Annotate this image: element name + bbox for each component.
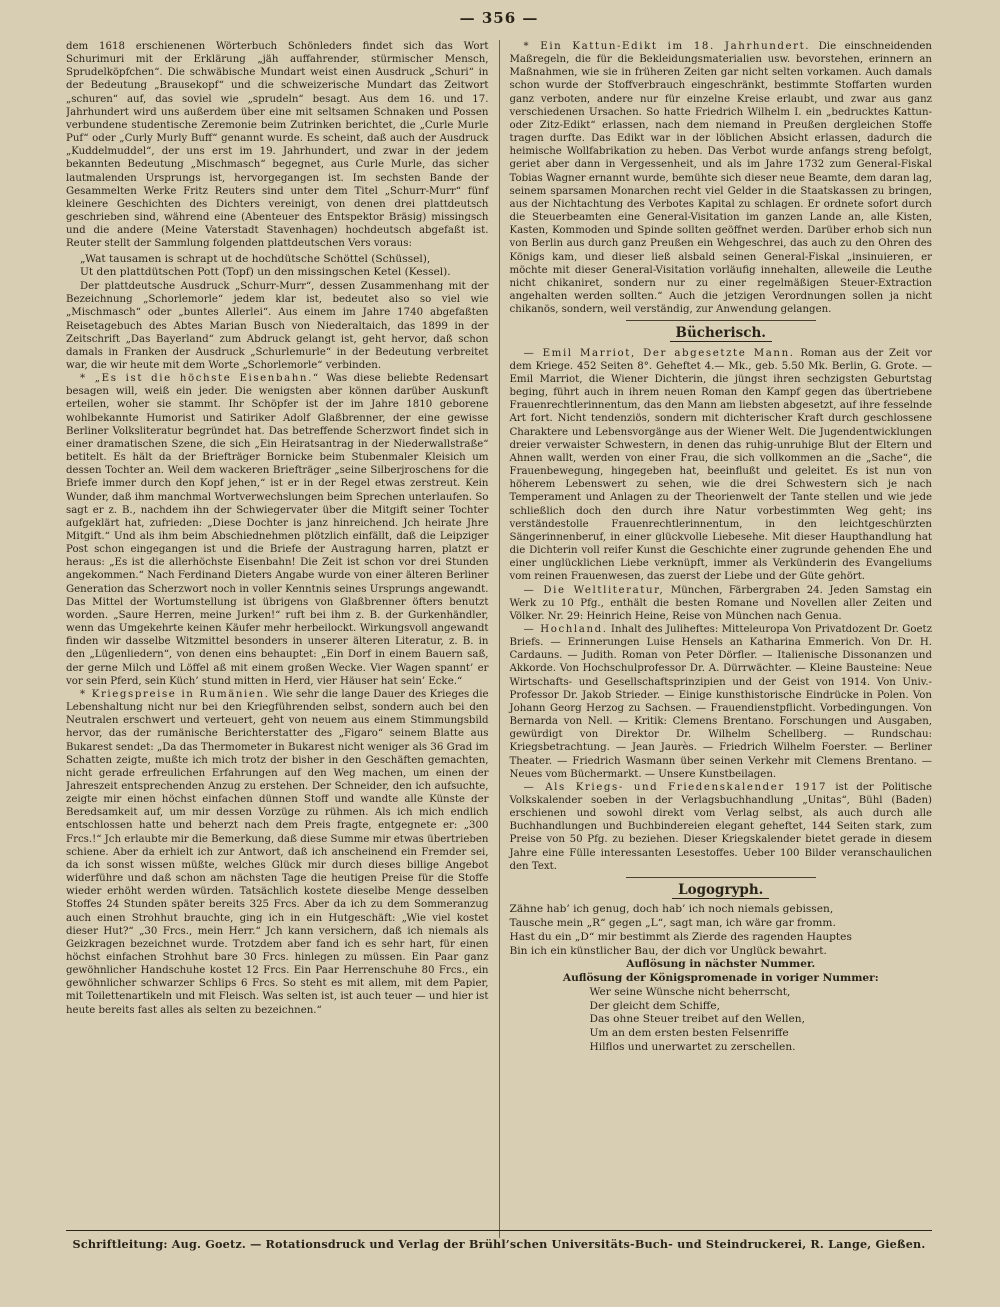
logogryph-riddle (510, 903, 933, 1054)
book-review-weltliteratur (510, 584, 933, 623)
imprint-footer: Schriftleitung: Aug. Goetz. — Rotationsdruck und Verlag der Brühl’schen Universitäts-Buch- und Steindruckerei, R. Lange, Gießen. (66, 1230, 932, 1251)
article-schurimuri: dem 1618 erschienenen Wörterbuch Schönleders findet sich das Wort Schurimuri mit der Erklärung „jäh auffahrender, stürmischer Mensch, Sprudelköpfchen“. Die schwäbische Mundart weist einen Ausdruck „Schuri“ in der Bedeutung „Brausekopf“ und die schweizerische Mundart das Zeitwort „schuren“ auf, das soviel wie „sprudeln“ besagt. Aus dem 16. und 17. Jahrhundert wird uns außerdem über eine mit seltsamen Schnaken und Possen verbundene studentische Zeremonie beim Zutrinken berichtet, die „Curle Murle Puf“ oder „Curly Murly Buff“ genannt wurde. Es scheint, daß auch der Ausdruck „Kuddelmuddel“, der uns erst im 19. Jahrhundert, und zwar in der jedem bekannten Bedeutung „Mischmasch“ begegnet, aus Curle Murle, das sicher lautmalenden Ursprungs ist, hervorgegangen ist. Im sechsten Bande der Gesammelten Werke Fritz Reuters sind unter dem Titel „Schurr-Murr“ fünf kleinere Geschichten des Dichters vereinigt, von denen drei plattdeutsch geschrieben sind, während eine (Abenteuer des Entspektor Bräsig) missingsch und die andere (Meine Vaterstadt Stavenhagen) hochdeutsch abgefaßt ist. Reuter stellt der Sammlung folgenden plattdeutschen Vers voraus: (66, 41, 489, 250)
review-text: München, Färbergraben 24. Jeden Samstag ein Werk zu 10 Pfg., enthält die besten Romane und Novellen aller Zeiten und Völker. Nr. 29: Heinrich Heine, Reise von München nach Genua. (509, 584, 932, 622)
riddle-line: Bin ich ein künstlicher Bau, der dich vor Unglück bewahrt. (509, 944, 827, 957)
verse-line: Ut den plattdütschen Pott (Topf) un den missingschen Ketel (Kessel). (80, 266, 451, 279)
book-review-marriot (510, 347, 933, 584)
reuter-verse (66, 253, 489, 281)
verse-line: „Wat tausamen is schrapt ut de hochdütsche Schöttel (Schüssel), (80, 252, 431, 265)
article-heading: * Kriegspreise in Rumänien. (80, 688, 270, 700)
solution-line: Das ohne Steuer treibet auf den Wellen, (589, 1013, 805, 1026)
article-heading: * Ein Kattun-Edikt im 18. Jahrhundert. (523, 41, 811, 52)
riddle-line: Hast du ein „D“ mir bestimmt als Zierde des ragenden Hauptes (509, 930, 852, 943)
section-title-logogryph (510, 882, 933, 899)
left-column (66, 40, 500, 1238)
article-text: Wie sehr die lange Dauer des Krieges die Lebenshaltung nicht nur bei den Kriegführenden selbst, sondern auch bei den Neutralen erschwert und verteuert, geht von neuem aus einem Stimmungsbild hervor, das der rumänische Berichterstatter des „Figaro“ seinem Blatte aus Bukarest sendet: „Da das Thermometer in Bukarest nicht weniger als 36 Grad im Schatten zeigte, mußte ich mich trotz der bisher in den Geschäften gemachten, nicht gerade erfreulichen Erfahrungen auf den Weg machen, um einen der Jahreszeit entsprechenden Anzug zu erstehen. Der Schneider, den ich aufsuchte, zeigte mir einen höchst einfachen dünnen Stoff und wandte alle Künste der Beredsamkeit auf, um mir dessen Vorzüge zu rühmen. Als ich mich endlich entschlossen hatte und beherzt nach dem Preis fragte, entgegnete er: „300 Frcs.!“ Jch erlaubte mir die Bemerkung, daß diese Summe mir etwas übertrieben schiene. Aber da erhielt ich zur Antwort, daß ich anscheinend ein Fremder sei, da ich sonst wissen müßte, welches Glück mir durch dieses billige Angebot widerführe und daß schon am nächsten Tage die heutigen Preise für die Stoffe wieder erhöht werden würden. Tatsächlich kostete dieselbe Menge desselben Stoffes 24 Stunden später bereits 325 Frcs. Aber da ich zu dem Sommeranzug auch einen Strohhut brauchte, ging ich in ein Hutgeschäft: „Wie viel kostet dieser Hut?“ „30 Frcs., mein Herr.“ Jch kann versichern, daß ich niemals als Geizkragen bezeichnet wurde. Trotzdem aber fand ich es sehr hart, für einen höchst einfachen Strohhut bare 30 Frcs. hinlegen zu müssen. Ein Paar ganz gewöhnlicher Handschuhe kostet 12 Frcs. Ein Paar Herrenschuhe 80 Frcs., ein gewöhnlicher schwarzer Schlips 6 Frcs. So steht es mit allem, mit dem Papier, mit Toilettenartikeln und mit Fleisch. Was selten ist, ist auch teuer — und hier ist heute bereits fast alles als selten zu bezeichnen.“ (66, 688, 489, 1016)
two-column-body (66, 40, 932, 1238)
section-title-text: Logogryph. (672, 882, 769, 899)
article-text: Die einschneidenden Maßregeln, die für die Bekleidungsmaterialien usw. bevorstehen, erinnern an Maßnahmen, wie sie in früheren Zeiten gar nicht selten vorkamen. Auch damals schon wurde der Stoffverbrauch eingeschränkt, bestimmte Stoffarten wurden ganz verboten, andere nur für einzelne Kreise erlaubt, und zwar aus ganz verschiedenen Ursachen. So hatte Friedrich Wilhelm I. ein „bedrucktes Kattun- oder Zitz-Edikt“ erlassen, nach dem niemand in Preußen dergleichen Stoffe tragen durfte. Das Edikt war in der löblichen Absicht erlassen, dadurch die heimische Wollfabrikation zu heben. Das Verbot wurde anfangs streng befolgt, geriet aber dann in Vergessenheit, und als im Jahre 1732 zum General-Fiskal Tobias Wagner ernannt wurde, bemühte sich dieser neue Beamte, dem daran lag, seinem sparsamen Monarchen recht viel Gelder in die Staatskassen zu bringen, aus der Nichtachtung des Verbotes Kapital zu schlagen. Er ordnete sofort durch die Steuerbeamten eine General-Visitation im ganzen Lande an, alle Kisten, Kasten, Kommoden und Spinde sollten geöffnet werden. Darüber erhob sich nun von Berlin aus durch ganz Preußen ein Wehgeschrei, das auch zu den Ohren des Königs kam, und dieser ließ alsbald seinen General-Fiskal „insinuieren, er möchte mit dieser General-Visitation vorläufig innehalten, alleweile die Leuthe nicht chikaniret, sondern nur zu einer regelmäßigen Steuer-Extraction angehalten werden sollten.“ Auch die jetzigen Verordnungen sollen ja nicht chikanös, sondern, weil verständig, zur Anwendung gelangen. (509, 41, 932, 316)
solution-line: Der gleicht dem Schiffe, (589, 999, 720, 1012)
book-review-kalender (510, 781, 933, 873)
review-text: ist der Politische Volkskalender soeben in der Verlagsbuchhandlung „Unitas“, Bühl (Baden) erschienen und sowohl direkt vom Verlag selbst, als auch durch alle Buchhandlungen und Buchbindereien elegant geheftet, 144 Seiten stark, zum Preise von 50 Pfg. zu beziehen. Dieser Kriegskalender bietet gerade in diesem Jahre eine Fülle interessanten Lesestoffes. Ueber 100 Bilder veranschaulichen den Text. (509, 781, 932, 872)
solution-line: Um an dem ersten besten Felsenriffe (589, 1027, 789, 1040)
solution-title: Auflösung der Königspromenade in voriger Nummer: (562, 972, 879, 985)
section-title-text: Bücherisch. (670, 325, 772, 342)
section-title-buecherisch (510, 325, 933, 342)
review-heading: — Als Kriegs- und Friedenskalender 1917 (523, 781, 828, 793)
solution-line: Hilflos und unerwartet zu zerschellen. (589, 1041, 796, 1053)
riddle-answer-note: Auflösung in nächster Nummer. (626, 958, 816, 971)
article-heading: * „Es ist die höchste Eisenbahn.“ (80, 373, 320, 385)
right-column (500, 40, 933, 1238)
article-schurr-murr: Der plattdeutsche Ausdruck „Schurr-Murr“, dessen Zusammenhang mit der Bezeichnung „Schorlemorle“ jedem klar ist, bedeutet also so viel wie „Mischmasch“ oder „buntes Allerlei“. Aus einem im Jahre 1740 abgefaßten Reisetagebuch des Abtes Marian Busch von Niederaltaich, das 1899 in der Zeitschrift „Das Bayerland“ zum Abdruck gelangt ist, geht hervor, daß schon damals in Franken der Ausdruck „Schurlemurle“ in der Bedeutung verbreitet war, die wir heute mit dem Worte „Schorlemorle“ verbinden. (66, 281, 489, 371)
divider (626, 877, 816, 878)
page-number: — 356 — (459, 9, 539, 27)
riddle-line: Tausche mein „R“ gegen „L“, sagt man, ich wäre gar fromm. (509, 917, 836, 930)
solution-line: Wer seine Wünsche nicht beherrscht, (589, 985, 791, 998)
review-text: Roman aus der Zeit vor dem Kriege. 452 Seiten 8°. Geheftet 4.— Mk., geb. 5.50 Mk. Berlin, G. Grote. — Emil Marriot, die Wiener Dichterin, die jüngst ihren sechzigsten Geburtstag beging, führt auch in ihrem neuen Roman den Kampf gegen das übertriebene Frauenrechtlerinnentum, das den Mann am liebsten abgesetzt, auf ihre fesselnde Art fort. Nicht tendenziös, sondern mit dichterischer Kraft durch geschlossene Charaktere und Lebensvorgänge aus der Wiener Welt. Die Jugendentwicklungen dreier verwaister Schwestern, in denen das ruhig-unruhige Blut der Eltern und Ahnen wallt, werden von einer Frau, die sich vollkommen an die „Sache“, die Frauenbewegung, hingegeben hat, beeinflußt und geleitet. Es ist nun von höherem Lebenswert zu sehen, wie die drei Schwestern sich je nach Temperament und Anlagen zu der Theorienwelt der Tante stellen und wie jede schließlich doch den durch ihre Natur vorbestimmten Weg geht; ins verständestolle Frauenrechtlerinnentum, in den leichtgeschürzten Sängerinnenberuf, in einer glückvolle Liebesehe. Mit dieser Haupthandlung hat die Dichterin voll reifer Kunst die Geschichte einer zugrunde gehenden Ehe und einer unglücklichen Liebe verknüpft, immer als Verkünderin des Evangeliums vom reinen Frauenwesen, das zuerst der Liebe und der Güte gehört. (509, 347, 932, 583)
book-review-hochland (510, 623, 933, 781)
article-kattun-edikt (510, 40, 933, 316)
riddle-line: Zähne hab’ ich genug, doch hab’ ich noch niemals gebissen, (509, 903, 834, 916)
article-kriegspreise (66, 688, 489, 1017)
article-eisenbahn (66, 372, 489, 688)
review-text: Inhalt des Juliheftes: Mitteleuropa Von Privatdozent Dr. Goetz Briefs. — Erinnerungen Luise Hensels an Katharina Emmerich. Von Dr. H. Cardauns. — Judith. Roman von Peter Dörfler. — Italienische Dissonanzen und Akkorde. Von Hochschulprofessor Dr. A. Dürrwächter. — Kleine Bausteine: Neue Wirtschafts- und Gesellschaftsprinzipien und der Geist von 1914. Von Univ.-Professor Dr. Jakob Strieder. — Einige kunsthistorische Eindrücke in Polen. Von Johann Georg Herzog zu Sachsen. — Frauendienstpflicht. Vorbedingungen. Von Bernarda von Nell. — Kritik: Clemens Brentano. Forschungen und Ausgaben, gewürdigt von Direktor Dr. Wilhelm Schellberg. — Rundschau: Kriegsbetrachtung. — Jean Jaurès. — Friedrich Wilhelm Foerster. — Berliner Theater. — Friedrich Wasmann über seinen Verkehr mit Clemens Brentano. — Neues vom Büchermarkt. — Unsere Kunstbeilagen. (509, 623, 932, 780)
article-text: Was diese beliebte Redensart besagen will, weiß ein jeder. Die wenigsten aber können darüber Auskunft erteilen, woher sie stammt. Ihr Schöpfer ist der im Jahre 1810 geborene wohlbekannte Humorist und Satiriker Adolf Glaßbrenner, der eine gewisse Berliner Volksliteratur begründet hat. Das betreffende Scherzwort findet sich in einer dramatischen Szene, die sich „Ein Heiratsantrag in der Niederwallstraße“ betitelt. Es hält da der Briefträger Bornicke beim Stubenmaler Kleisich um dessen Tochter an. Weil dem wackeren Briefträger „seine Silberjroschens for die Briefe immer durch den Kopf jehen,“ ist er in der Regel etwas zerstreut. Kein Wunder, daß ihm manchmal Wortverwechslungen beim Sprechen unterlaufen. So sagt er z. B., nachdem ihn der Schwiegervater über die Mitgift seiner Tochter aufgeklärt hat, zufrieden: „Diese Dochter is janz hinreichend. Jch heirate Jhre Mitgift.“ Und als ihm beim Abschiednehmen plötzlich einfällt, daß die Leipziger Post schon eingegangen ist und die Briefe der Austragung harren, platzt er heraus: „Es ist die allerhöchste Eisenbahn! Die Zeit ist schon vor drei Stunden angekommen.“ Nach Ferdinand Dieters Angabe wurde von einer älteren Berliner Generation das Scherzwort noch in voller Kenntnis seines Ursprungs angewandt. Das Mittel der Wortumstellung ist übrigens von Glaßbrenner öfters benutzt worden. „Saure Herren, meine Jurken!“ ruft bei ihm z. B. der Gurkenhändler, wenn das Umgekehrte keinen Käufer mehr herbeilockt. Wirkungsvoll angewandt finden wir dasselbe Witzmittel besonders in unserer älteren Literatur, z. B. in den „Lügenliedern“, von denen eins behauptet: „Ein Dorf in einem Bauern saß, der gerne Milch und Löffel aß mit einem großen Wecke. Vier Wagen spannt’ er vor sein Pferd, sein Küch’ stund mitten in Herd, vier Häuser hat sein’ Ecke.“ (66, 373, 489, 687)
review-heading: — Hochland. (523, 623, 608, 635)
review-heading: — Emil Marriot, Der abgesetzte Mann. (523, 347, 795, 359)
review-heading: — Die Weltliteratur, (523, 584, 665, 596)
divider (626, 320, 816, 321)
